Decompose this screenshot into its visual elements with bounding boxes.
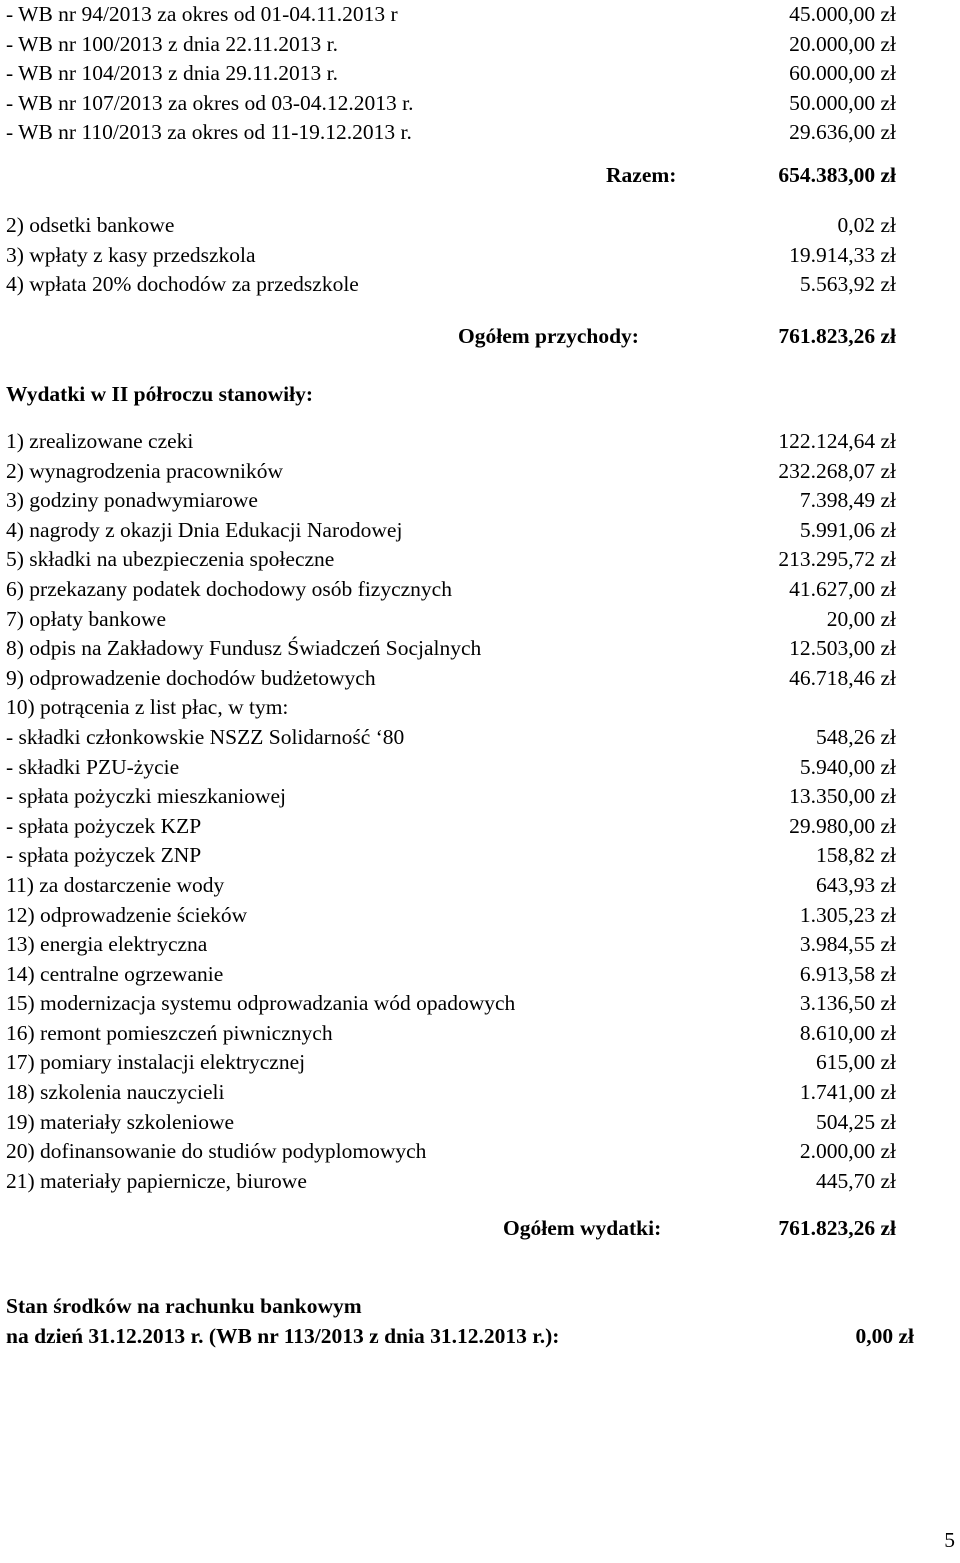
expense-item-amount: 643,93 zł [815,872,896,897]
expense-item [6,1019,896,1049]
expense-item-amount: 122.124,64 zł [778,429,896,453]
expense-item-label: - składki członkowskie NSZZ Solidarność ‘80 [6,724,405,749]
expense-item-label: 5) składki na ubezpieczenia społeczne [6,547,335,572]
expense-item-label: 1) zrealizowane czeki [6,429,194,453]
income-item-label: 4) wpłata 20% dochodów za przedszkole [6,272,359,297]
expense-item [6,753,896,783]
income-total-label: Ogółem przychody: [458,324,639,348]
page-number: 5 [944,1528,955,1552]
expense-item-label: 2) wynagrodzenia pracowników [6,458,284,483]
subtotal-value: 654.383,00 zł [778,163,896,187]
expense-item-label: 17) pomiary instalacji elektrycznej [6,1050,306,1075]
expenses-heading-text: Wydatki w II półroczu stanowiły: [6,382,314,406]
expense-item [6,664,896,694]
expense-item-amount: 41.627,00 zł [789,576,896,601]
expense-item-label: 10) potrącenia z list płac, w tym: [6,695,289,720]
expense-item-amount: 2.000,00 zł [799,1139,896,1164]
expense-item [6,930,896,960]
income-item [6,270,896,300]
expense-item [6,871,896,901]
expense-item-label: - spłata pożyczki mieszkaniowej [6,784,286,809]
expenses-total-label: Ogółem wydatki: [503,1216,662,1240]
expense-item [6,1137,896,1167]
expense-item-amount: 3.136,50 zł [799,991,896,1016]
expense-item-label: - spłata pożyczek KZP [6,813,202,838]
expense-item-label: 20) dofinansowanie do studiów podyplomowych [6,1139,427,1164]
expense-item-amount: 615,00 zł [815,1050,896,1075]
expense-item-amount: 5.940,00 zł [799,754,896,779]
expense-item-amount: 504,25 zł [815,1109,896,1134]
expense-item [6,782,896,812]
expense-item [6,723,896,753]
wb-item [6,0,896,30]
expense-item [6,545,896,575]
balance-line1: Stan środków na rachunku bankowym [6,1294,362,1318]
expense-item-label: - spłata pożyczek ZNP [6,843,202,868]
expense-item [6,516,896,546]
wb-item-label: - WB nr 100/2013 z dnia 22.11.2013 r. [6,31,339,56]
expense-item-amount: 445,70 zł [815,1168,896,1193]
wb-item-amount: 45.000,00 zł [789,2,896,26]
expense-item-label: - składki PZU-życie [6,754,180,779]
expense-item-amount: 158,82 zł [815,843,896,868]
expense-item-label: 9) odprowadzenie dochodów budżetowych [6,665,376,690]
expenses-heading [6,380,313,410]
expense-item-amount: 46.718,46 zł [789,665,896,690]
wb-item [6,118,896,148]
expense-item-amount: 232.268,07 zł [778,458,896,483]
expense-item-label: 16) remont pomieszczeń piwnicznych [6,1020,333,1045]
expenses-total [6,1214,896,1244]
expense-item-label: 7) opłaty bankowe [6,606,167,631]
wb-item-amount: 20.000,00 zł [789,31,896,56]
balance-block [6,1292,914,1352]
expense-item-label: 18) szkolenia nauczycieli [6,1080,225,1105]
income-wb-list [6,0,896,148]
expense-item-label: 11) za dostarczenie wody [6,872,225,897]
expense-item [6,989,896,1019]
expense-item-amount: 12.503,00 zł [789,636,896,661]
wb-item [6,89,896,119]
income-item-amount: 19.914,33 zł [789,242,896,267]
expense-item-amount: 13.350,00 zł [789,784,896,809]
expense-item [6,634,896,664]
expense-item-amount: 213.295,72 zł [778,547,896,572]
expense-item-amount: 3.984,55 zł [799,932,896,957]
income-item-label: 3) wpłaty z kasy przedszkola [6,242,256,267]
subtotal-label: Razem: [606,163,677,187]
expense-item [6,841,896,871]
expense-item [6,960,896,990]
income-item-label: 2) odsetki bankowe [6,213,175,237]
expense-item-amount: 7.398,49 zł [799,488,896,513]
expense-item-amount: 1.741,00 zł [799,1080,896,1105]
expense-item [6,486,896,516]
income-item-amount: 5.563,92 zł [799,272,896,297]
expense-item [6,693,896,723]
expense-item-label: 13) energia elektryczna [6,932,208,957]
income-item [6,211,896,241]
expense-item-amount: 6.913,58 zł [799,961,896,986]
balance-line2: na dzień 31.12.2013 r. (WB nr 113/2013 z dnia 31.12.2013 r.): [6,1323,560,1348]
expenses-total-value: 761.823,26 zł [778,1216,896,1240]
wb-item-label: - WB nr 107/2013 za okres od 03-04.12.2013 r. [6,90,414,115]
expense-item [6,427,896,457]
expense-item-label: 6) przekazany podatek dochodowy osób fizycznych [6,576,452,601]
expense-item-amount: 8.610,00 zł [799,1020,896,1045]
expense-item-amount: 29.980,00 zł [789,813,896,838]
income-item-amount: 0,02 zł [837,213,896,237]
income-subtotal [6,161,896,191]
expense-item-amount: 5.991,06 zł [799,517,896,542]
balance-value: 0,00 zł [855,1323,914,1348]
wb-item-label: - WB nr 94/2013 za okres od 01-04.11.2013 r [6,2,398,26]
wb-item [6,30,896,60]
balance-line2-row [6,1322,914,1352]
expense-item [6,1167,896,1197]
expense-item-label: 21) materiały papiernicze, biurowe [6,1168,307,1193]
expense-item [6,1078,896,1108]
expense-item [6,575,896,605]
expense-item-label: 19) materiały szkoleniowe [6,1109,235,1134]
wb-item-amount: 60.000,00 zł [789,61,896,86]
expense-item-label: 4) nagrody z okazji Dnia Edukacji Narodowej [6,517,403,542]
wb-item-amount: 29.636,00 zł [789,120,896,145]
wb-item-label: - WB nr 110/2013 za okres od 11-19.12.2013 r. [6,120,412,145]
expense-item-label: 3) godziny ponadwymiarowe [6,488,258,513]
expense-item-amount: 548,26 zł [815,724,896,749]
expense-item [6,457,896,487]
wb-item-amount: 50.000,00 zł [789,90,896,115]
wb-item-label: - WB nr 104/2013 z dnia 29.11.2013 r. [6,61,339,86]
expenses-list [6,427,896,1196]
expense-item [6,605,896,635]
income-total [6,322,896,352]
expense-item-label: 8) odpis na Zakładowy Fundusz Świadczeń Socjalnych [6,636,482,661]
expense-item [6,1108,896,1138]
expense-item [6,901,896,931]
income-item [6,241,896,271]
expense-item-label: 12) odprowadzenie ścieków [6,902,248,927]
expense-item [6,812,896,842]
expense-item-amount: 20,00 zł [826,606,896,631]
expense-item [6,1048,896,1078]
wb-item [6,59,896,89]
income-other-list [6,211,896,300]
expense-item-amount: 1.305,23 zł [799,902,896,927]
expense-item-label: 14) centralne ogrzewanie [6,961,224,986]
expense-item-label: 15) modernizacja systemu odprowadzania wód opadowych [6,991,516,1016]
income-total-value: 761.823,26 zł [778,324,896,348]
